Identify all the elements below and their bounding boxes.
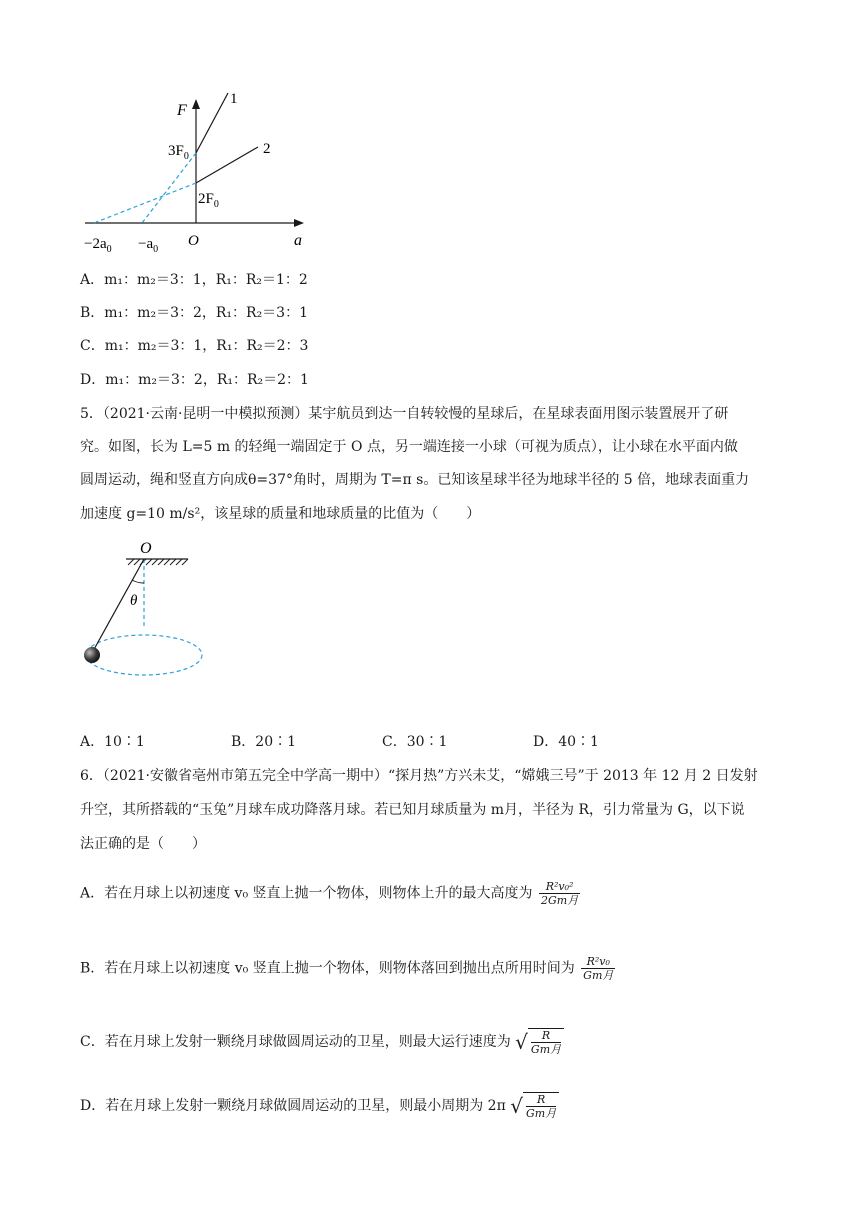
q5-stem-line-3: 圆周运动，绳和竖直方向成θ=37°角时，周期为 T=π s。已知该星球半径为地球半径的 5 倍，地球表面重力 <box>80 472 750 488</box>
fraction-denominator: Gm月 <box>583 969 614 982</box>
q6-option-a <box>80 880 582 907</box>
q5-option-c: C．30∶1 <box>382 734 448 750</box>
q6-option-d-text: D．若在月球上发射一颗绕月球做圆周运动的卫星，则最小周期为 2π <box>80 1098 506 1114</box>
q6-option-a-fraction <box>539 880 580 907</box>
radicand-numerator: R <box>526 1093 556 1107</box>
origin-label: O <box>188 233 199 249</box>
circular-path <box>86 635 202 675</box>
q4-option-d: D．m₁：m₂＝3：2，R₁：R₂＝2：1 <box>80 372 309 388</box>
q5-option-a: A．10∶1 <box>80 734 145 750</box>
conical-pendulum-figure <box>80 533 220 703</box>
q6-option-b <box>80 955 617 982</box>
a-axis-arrow <box>294 219 304 227</box>
q6-option-d <box>80 1092 559 1120</box>
tick-neg-a0: $-a_0$ <box>138 236 159 255</box>
q6-option-a-text: A．若在月球上以初速度 v₀ 竖直上抛一个物体，则物体上升的最大高度为 <box>80 885 533 902</box>
line-2-label: 2 <box>263 141 271 157</box>
q6-option-c-sqrt <box>515 1028 564 1056</box>
q6-stem-line-1: 6．（2021·安徽省亳州市第五完全中学高一期中）“探月热”方兴未艾，“嫦娥三号”于 2013 年 12 月 2 日发射 <box>80 768 758 784</box>
q6-stem-line-3: 法正确的是（ ） <box>80 836 206 852</box>
line-1 <box>196 93 228 153</box>
theta-label: θ <box>130 593 138 609</box>
q6-option-c-text: C．若在月球上发射一颗绕月球做圆周运动的卫星，则最大运行速度为 <box>80 1034 511 1050</box>
q6-option-b-text: B．若在月球上以初速度 v₀ 竖直上抛一个物体，则物体落回到抛出点所用时间为 <box>80 960 575 977</box>
q5-stem-line-2: 究。如图，长为 L=5 m 的轻绳一端固定于 O 点，另一端连接一小球（可视为质点），让小球在水平面内做 <box>80 439 738 455</box>
line-2 <box>196 147 258 183</box>
a-axis-label: a <box>294 232 302 249</box>
line-2-extension <box>94 183 196 223</box>
q5-stem-line-4: 加速度 g=10 m/s²，该星球的质量和地球质量的比值为（ ） <box>80 506 481 522</box>
angle-arc <box>132 580 144 583</box>
radicand-denominator: Gm月 <box>526 1107 557 1120</box>
sqrt-icon: √ <box>510 1094 523 1118</box>
q6-option-b-fraction <box>581 955 615 982</box>
tick-neg-2a0: $-2a_0$ <box>84 236 112 255</box>
F-axis-label: F <box>177 102 187 119</box>
tick-2F0: $2F_0$ <box>198 191 219 210</box>
fraction-numerator: R²v₀² <box>539 880 580 894</box>
tick-3F0: $3F_0$ <box>168 143 189 162</box>
sqrt-icon: √ <box>515 1030 528 1054</box>
q5-option-b: B．20∶1 <box>231 734 297 750</box>
q4-option-b: B．m₁：m₂＝3：2，R₁：R₂＝3：1 <box>80 305 308 321</box>
q6-stem-line-2: 升空，其所搭载的“玉兔”月球车成功降落月球。若已知月球质量为 m月，半径为 R，引力常量为 G，以下说 <box>80 802 745 818</box>
line-1-extension <box>142 153 196 223</box>
line-1-label: 1 <box>230 91 238 107</box>
q4-option-a: A．m₁：m₂＝3：1，R₁：R₂＝1：2 <box>80 272 308 288</box>
ceiling-hatching <box>128 559 188 565</box>
fraction-denominator: 2Gm月 <box>540 894 579 907</box>
radicand-denominator: Gm月 <box>530 1043 562 1056</box>
q4-option-c: C．m₁：m₂＝3：1，R₁：R₂＝2：3 <box>80 338 309 354</box>
q5-option-d: D．40∶1 <box>533 734 599 750</box>
q5-stem-line-1: 5．（2021·云南·昆明一中模拟预测）某宇航员到达一自转较慢的星球后，在星球表面用图示装置展开了研 <box>80 406 729 422</box>
fraction-numerator: R²v₀ <box>581 955 615 969</box>
radicand-numerator: R <box>531 1029 561 1043</box>
F-axis-arrow <box>192 99 200 109</box>
force-acceleration-graph <box>80 85 320 255</box>
pivot-O-label: O <box>140 540 152 557</box>
q6-option-d-sqrt <box>510 1092 559 1120</box>
q6-option-c <box>80 1028 564 1056</box>
ball <box>84 647 100 663</box>
